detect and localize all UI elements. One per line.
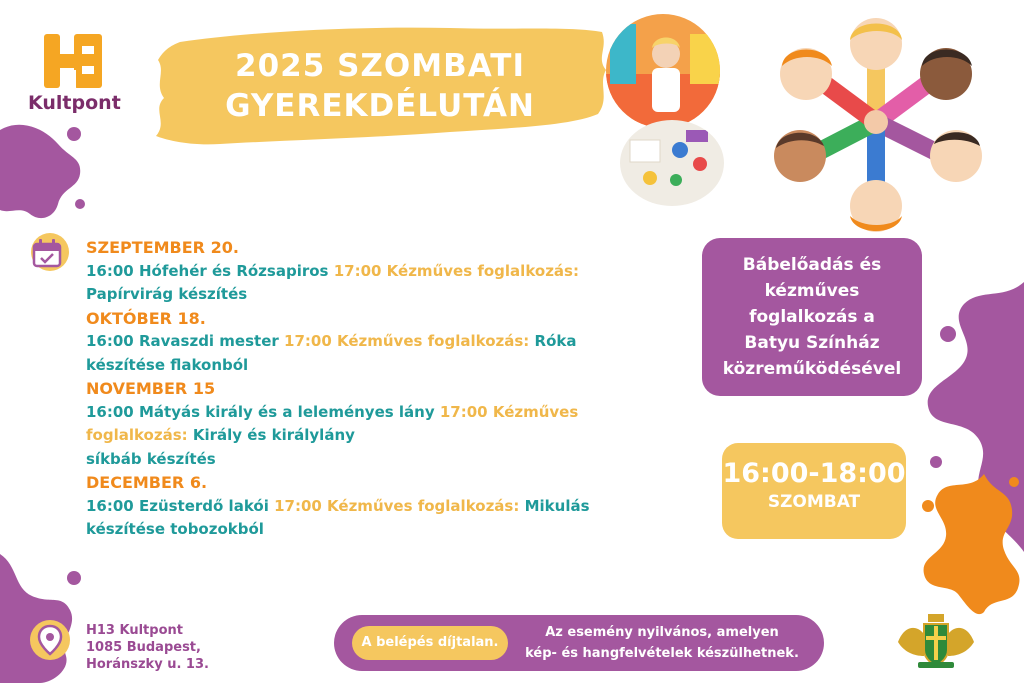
craft-supplies-photo xyxy=(620,120,724,206)
show-title: 16:00 Mátyás király és a leleményes lány xyxy=(86,402,435,421)
location-pin-icon xyxy=(28,618,72,662)
puppet-show-info-box xyxy=(702,238,922,396)
title-line-1: 2025 SZOMBATI xyxy=(235,48,525,84)
logo-text: Kultpont xyxy=(28,92,121,114)
craft-label: 17:00 Kézműves xyxy=(439,402,579,421)
craft-label: 17:00 Kézműves foglalkozás: xyxy=(333,261,579,280)
craft-label-cont: foglalkozás: xyxy=(86,426,188,444)
craft-title: Király és királylány xyxy=(192,426,355,444)
event-date: SZEPTEMBER 20. xyxy=(86,238,239,257)
info-line: Batyu Színház xyxy=(744,333,880,353)
event-day: SZOMBAT xyxy=(767,492,861,512)
schedule-item xyxy=(86,377,606,471)
notice-line-1: Az esemény nyilvános, amelyen xyxy=(545,625,779,640)
craft-title: Róka xyxy=(534,332,577,350)
craft-title-cont: készítése flakonból xyxy=(86,355,249,374)
info-line: közreműködésével xyxy=(722,359,902,379)
purple-splash-left-bottom xyxy=(0,548,84,683)
bouncy-castle-photo xyxy=(606,14,720,128)
schedule-item xyxy=(86,236,606,307)
event-schedule xyxy=(86,236,606,542)
logo-h13-icon xyxy=(44,34,102,88)
schedule-item xyxy=(86,307,606,378)
event-date: OKTÓBER 18. xyxy=(86,308,206,328)
craft-label: 17:00 Kézműves foglalkozás: xyxy=(274,496,520,515)
time-box xyxy=(722,443,906,539)
craft-title: Mikulás xyxy=(524,496,590,515)
children-circle-illustration xyxy=(770,10,982,236)
craft-title: Papírvirág készítés xyxy=(86,285,248,303)
title-banner xyxy=(150,18,610,148)
craft-label: 17:00 Kézműves foglalkozás: xyxy=(284,332,530,350)
notice-line-2: kép- és hangfelvételek készülhetnek. xyxy=(525,646,799,661)
info-line: foglalkozás a xyxy=(749,307,875,327)
event-date: DECEMBER 6. xyxy=(86,473,208,492)
title-line-2: GYEREKDÉLUTÁN xyxy=(225,88,535,124)
coat-of-arms-icon xyxy=(894,612,978,672)
show-title: 16:00 Ezüsterdő lakói xyxy=(86,496,269,515)
event-time: 16:00-18:00 xyxy=(722,458,906,489)
orange-splash-right xyxy=(914,470,1024,620)
recording-notice xyxy=(512,622,812,664)
show-title: 16:00 Hófehér és Rózsapiros xyxy=(86,261,329,280)
show-title: 16:00 Ravaszdi mester xyxy=(86,332,279,350)
craft-title-cont: síkbáb készítés xyxy=(86,449,216,468)
info-line: Bábelőadás és xyxy=(742,255,882,275)
craft-title-cont: készítése tobozokból xyxy=(86,520,264,538)
address-city: 1085 Budapest, xyxy=(86,640,201,655)
calendar-icon xyxy=(28,232,70,274)
address-street: Horánszky u. 13. xyxy=(86,657,209,672)
venue-name: H13 Kultpont xyxy=(86,623,183,638)
info-line: kézműves xyxy=(764,281,860,301)
free-entry-badge: A belépés díjtalan. xyxy=(352,626,508,660)
purple-splash-left-top xyxy=(0,118,90,228)
event-date: NOVEMBER 15 xyxy=(86,379,216,398)
venue-address xyxy=(86,622,209,673)
schedule-item xyxy=(86,471,606,542)
